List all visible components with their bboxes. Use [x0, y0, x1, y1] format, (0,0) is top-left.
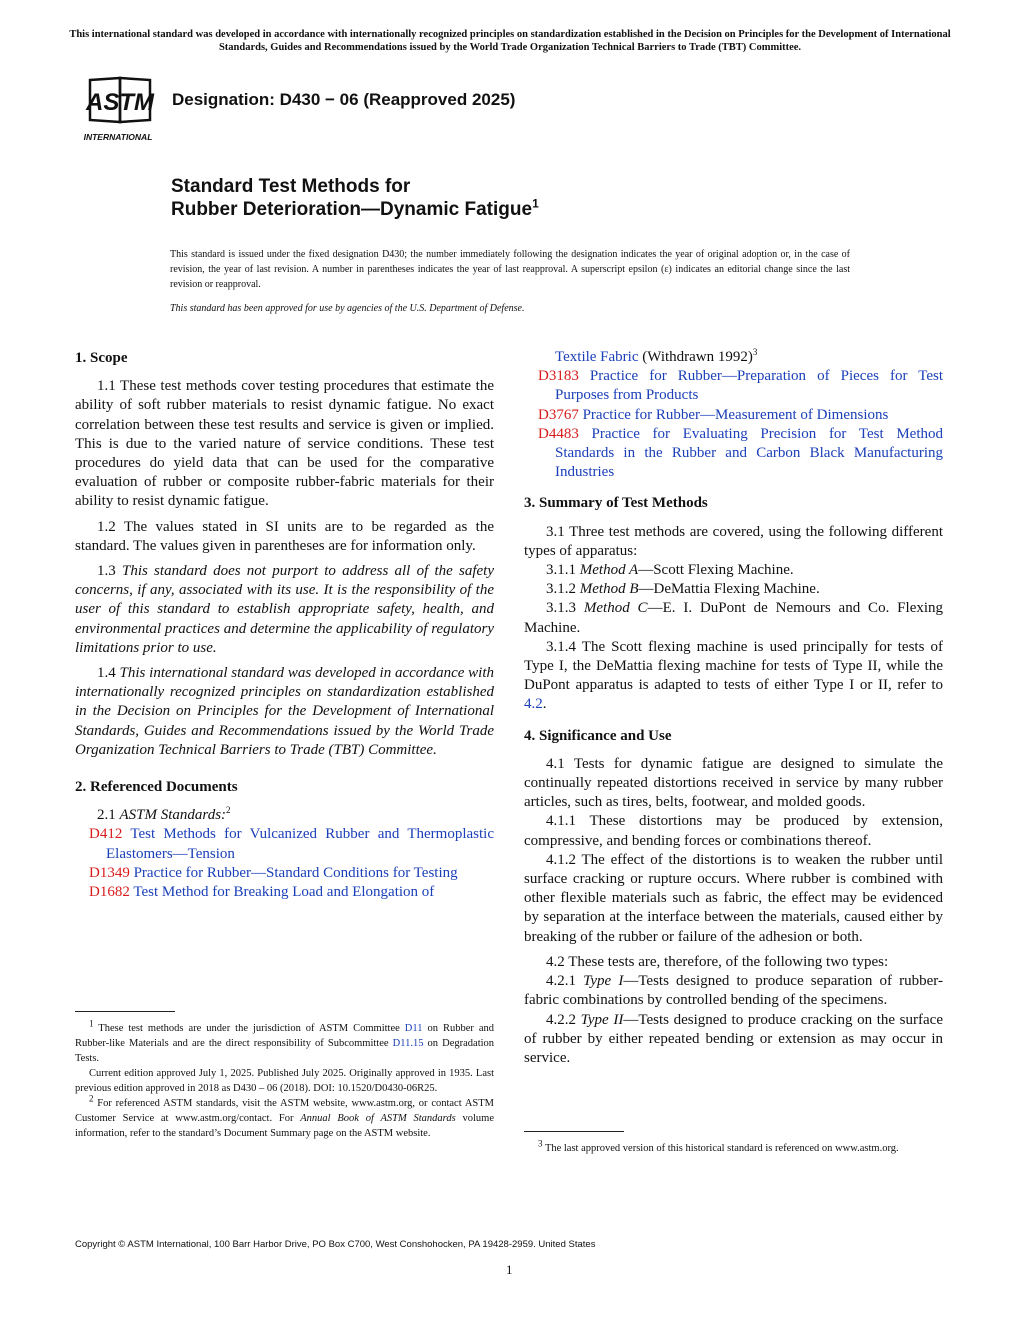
ref-d4483[interactable]: D4483 Practice for Evaluating Precision for Test Method Standards in the Rubber and Carbon Black Manufacturing Industries	[538, 425, 943, 481]
right-column	[524, 348, 943, 1074]
scope-heading: 1. Scope	[75, 350, 128, 366]
para-4-1: 4.1 Tests for dynamic fatigue are designed to simulate the continually repeated distortions received in service by many rubber articles, such as tires, belts, footwear, and molded goods.	[524, 755, 943, 811]
para-1-2: 1.2 The values stated in SI units are to be regarded as the standard. The values given in parentheses are for information only.	[75, 518, 494, 554]
referenced-documents-heading: 2. Referenced Documents	[75, 779, 238, 796]
footnote-rule-right	[524, 1131, 624, 1132]
standardization-note: This international standard was developed in accordance with internationally recognized principles on standardization established in the Decision on Principles for the Development of International Standards, Guides and Recommendations issued by the World Trade Organization Technical Barriers to Trade (TBT) Committee.	[69, 29, 951, 53]
title-line-2: Rubber Deterioration—Dynamic Fatigue$^1$	[171, 196, 539, 220]
issued-note: This standard is issued under the fixed designation D430; the number immediately following the designation indicates the year of original adoption or, in the case of revision, the year of last revision. A number in parentheses indicates the year of last reapproval. A superscript epsilon (ε) indicates an editorial change since the last revision or reapproval.	[170, 249, 850, 290]
para-4-1-1: 4.1.1 These distortions may be produced by extension, compressive, and bending forces or combinations thereof.	[524, 813, 943, 849]
copyright: Copyright © ASTM International, 100 Barr Harbor Drive, PO Box C700, West Conshohocken, PA 19428-2959. United States	[75, 1239, 596, 1250]
para-1-3: 1.3 This standard does not purport to address all of the safety concerns, if any, associated with its use. It is the responsibility of the user of this standard to establish appropriate safety, health, and environmental practices and determine the applicability of regulatory limitations prior to use.	[75, 563, 495, 656]
ref-d3183[interactable]: D3183 Practice for Rubber—Preparation of Pieces for Test Purposes from Products	[538, 368, 944, 404]
document-title	[171, 175, 539, 221]
link-d11-15[interactable]: D11.15	[392, 1038, 424, 1049]
title-line-1: Standard Test Methods for	[171, 176, 411, 197]
designation: Designation: D430 − 06 (Reapproved 2025)	[172, 90, 516, 109]
ref-d3767[interactable]: D3767 Practice for Rubber—Measurement of Dimensions	[538, 406, 889, 423]
para-3-1-2: 3.1.2 Method B—DeMattia Flexing Machine.	[546, 581, 820, 598]
footnotes-right	[524, 1138, 943, 1156]
footnotes-left	[75, 1018, 495, 1141]
logo-subtext: INTERNATIONAL	[83, 132, 153, 142]
para-1-4: 1.4 This international standard was developed in accordance with internationally recognized principles on standardization established in the Decision on Principles for the Development of International Standards, Guides and Recommendations issued by the World Trade Organization Technical Barriers to Trade (TBT) Committee.	[75, 665, 494, 758]
para-3-1: 3.1 Three test methods are covered, using the following different types of apparatus:	[524, 523, 943, 559]
ref-d1682[interactable]: D1682 Test Method for Breaking Load and Elongation of	[89, 884, 435, 901]
logo-text: ASTM	[86, 89, 154, 116]
para-3-1-4: 3.1.4 The Scott flexing machine is used principally for tests of Type I, the DeMattia flexing machine for tests of Type II, while the DuPont apparatus is adapted to tests of either Type I or II, refer to 4.2.	[524, 638, 943, 713]
footnote-rule-left	[75, 1011, 175, 1012]
footnote-3: $^3$ The last approved version of this historical standard is referenced on www.astm.org.	[538, 1138, 899, 1154]
ref-d1349[interactable]: D1349 Practice for Rubber—Standard Conditions for Testing	[89, 864, 458, 881]
para-3-1-3: 3.1.3 Method C—E. I. DuPont de Nemours and Co. Flexing Machine.	[524, 600, 944, 636]
para-3-1-1: 3.1.1 Method A—Scott Flexing Machine.	[546, 562, 794, 579]
para-4-2: 4.2 These tests are, therefore, of the following two types:	[546, 953, 889, 970]
para-4-2-2: 4.2.2 Type II—Tests designed to produce cracking on the surface of rubber by either repeated bending or extension as may occur in service.	[524, 1011, 943, 1066]
footnote-2: $^2$ For referenced ASTM standards, visit the ASTM website, www.astm.org, or contact ASTM Customer Service at www.astm.org/contact. For Annual Book of ASTM Standards volume information, refer to the standard’s Document Summary page on the ASTM website.	[75, 1093, 495, 1139]
para-2-1: 2.1 ASTM Standards:$^2$	[97, 805, 231, 824]
link-d11[interactable]: D11	[404, 1023, 423, 1034]
para-1-1: 1.1 These test methods cover testing procedures that estimate the ability of soft rubber materials to resist dynamic fatigue. No exact correlation between these test results and service is given or implied. This is due to the varied nature of service conditions. These test procedures do yield data that can be used for the comparative evaluation of rubber or composite rubber-fabric materials for their ability to resist dynamic fatigue.	[75, 378, 494, 510]
footnote-1-edition: Current edition approved July 1, 2025. Published July 2025. Originally approved in 1935. Last previous edition approved in 2018 as D430 – 06 (2018). DOI: 10.1520/D0430-06R25.	[75, 1068, 494, 1094]
page-number: 1	[506, 1262, 513, 1277]
ref-d412[interactable]: D412 Test Methods for Vulcanized Rubber and Thermoplastic Elastomers—Tension	[89, 826, 495, 862]
summary-heading: 3. Summary of Test Methods	[524, 495, 708, 512]
para-4-1-2: 4.1.2 The effect of the distortions is to weaken the rubber until surface cracking or rupture occurs. Where rubber is combined with other flexible materials such as fabric, the effect may be evidenced by separation at the interface between the materials, caused either by breaking of the rubber or failure of the adhesion or both.	[524, 851, 943, 945]
astm-logo	[74, 72, 164, 144]
link-4-2[interactable]: 4.2	[524, 696, 543, 713]
para-4-2-1: 4.2.1 Type I—Tests designed to produce separation of rubber-fabric combinations by controlled bending of the specimens.	[524, 973, 943, 1009]
significance-heading: 4. Significance and Use	[524, 727, 672, 744]
left-column	[75, 349, 494, 902]
ref-d1682-cont[interactable]: Textile Fabric (Withdrawn 1992)$^3$	[555, 347, 758, 365]
title-footnote-mark: 1	[532, 196, 539, 211]
footnote-1: $^1$ These test methods are under the jurisdiction of ASTM Committee D11 on Rubber and Rubber-like Materials and are the direct responsibility of Subcommittee D11.15 on Degradation Tests.	[75, 1018, 495, 1064]
dod-note: This standard has been approved for use by agencies of the U.S. Department of Defense.	[170, 303, 525, 314]
